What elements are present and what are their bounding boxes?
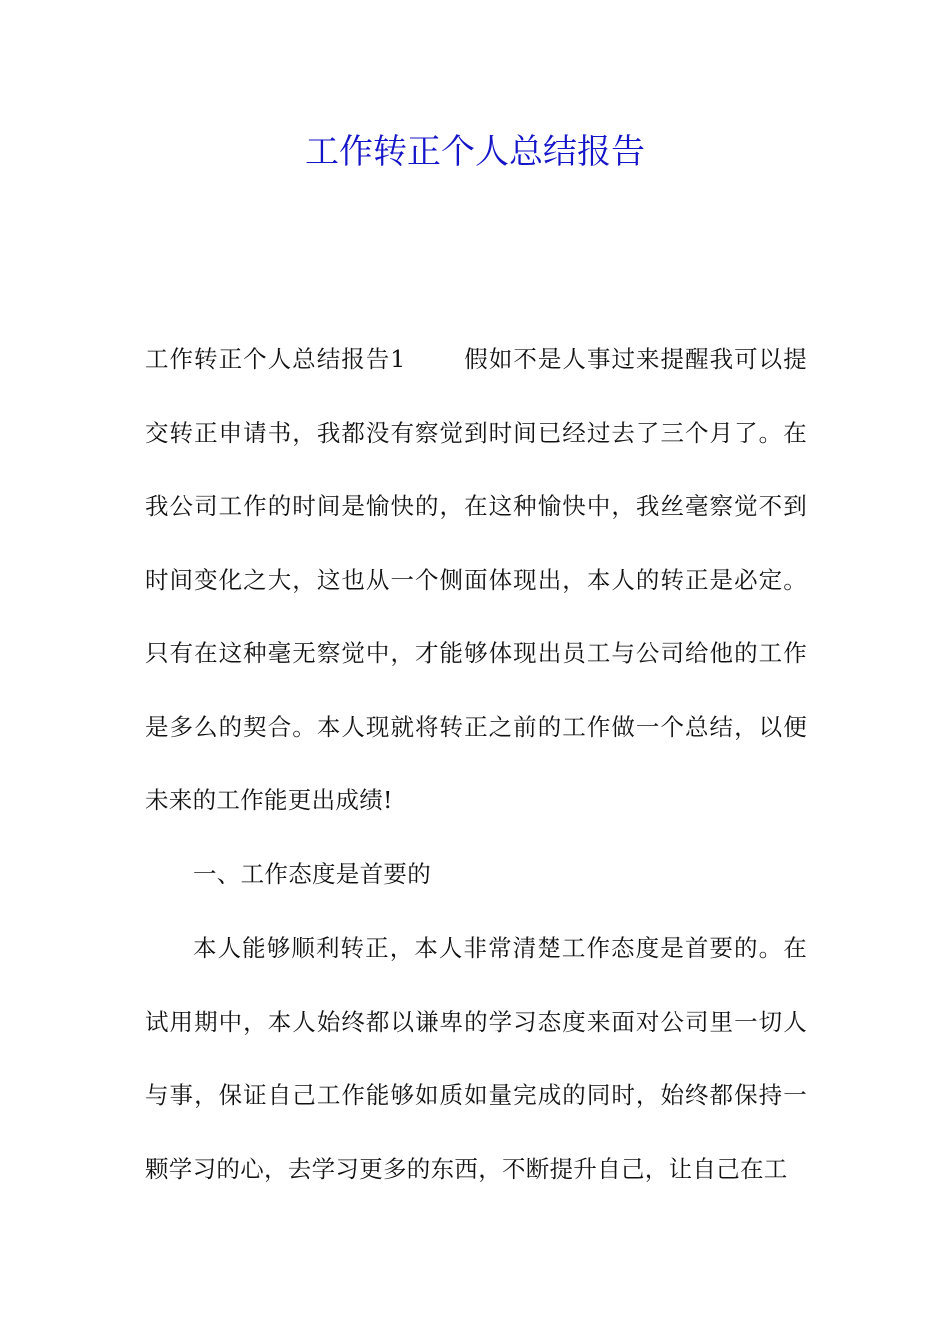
report-lead-label: 工作转正个人总结报告1: [145, 345, 406, 373]
paragraph-1-body: 假如不是人事过来提醒我可以提交转正申请书，我都没有察觉到时间已经过去了三个月了。在我公司工作的时间是愉快的，在这种愉快中，我丝毫察觉不到时间变化之大，这也从一个侧面体现出，本人的转正是必定。只有在这种毫无察觉中，才能够体现出员工与公司给他的工作是多么的契合。本人现就将转正之前的工作做一个总结，以便未来的工作能更出成绩!: [145, 345, 807, 814]
paragraph-1: [145, 323, 807, 838]
paragraph-2: 本人能够顺利转正，本人非常清楚工作态度是首要的。在试用期中，本人始终都以谦卑的学习态度来面对公司里一切人与事，保证自己工作能够如质如量完成的同时，始终都保持一颗学习的心，去学习更多的东西，不断提升自己，让自己在工: [145, 934, 807, 1183]
document-title: 工作转正个人总结报告: [305, 132, 645, 172]
section-heading-1: 一、工作态度是首要的: [193, 860, 431, 888]
